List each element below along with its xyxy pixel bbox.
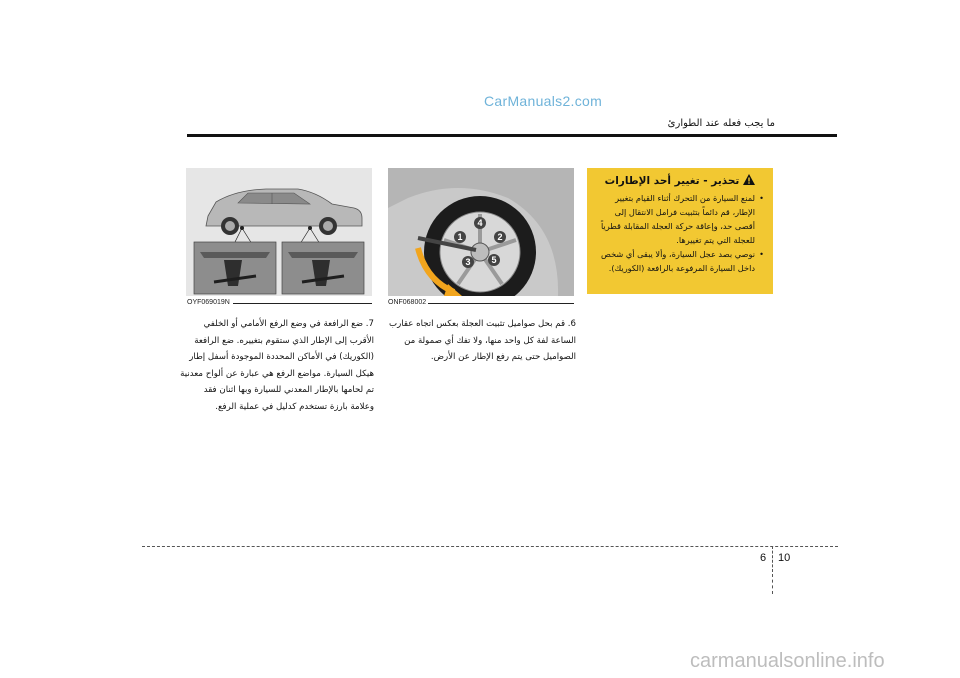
step-7	[180, 316, 374, 416]
figure-code-2: ONF068002	[388, 299, 427, 306]
footer-dashed-rule	[142, 546, 838, 547]
page-divider-bottom	[772, 574, 773, 594]
warning-item: • لمنع السيارة من التحرك أثناء القيام بتغيير الإطار، قم دائماً بتثبيت فرامل الانتقال إلى أقصى حد، وإعاقة حركة العجلة المقابلة قطرياً للعجلة التي يتم تغييرها.	[595, 191, 755, 247]
nut-label-1: 1	[457, 232, 463, 242]
nut-label-4: 4	[477, 218, 483, 228]
figure-caption-rule-1	[233, 303, 372, 304]
watermark-bottom: carmanualsonline.info	[690, 650, 885, 672]
page-divider-top	[772, 546, 773, 572]
warning-item: • نوصي بصد عجل السيارة، وألا يبقى أي شخص داخل السيارة المرفوعة بالرافعة (الكوريك).	[595, 247, 755, 275]
section-title: ما يجب فعله عند الطوارئ	[667, 118, 775, 129]
figure-code-1: OYF069019N	[187, 299, 230, 306]
car-jack-points-illustration	[186, 168, 372, 296]
step-7-text: ضع الرافعة في وضع الرفع الأمامي أو الخلفي الأقرب إلى الإطار الذي ستقوم بتغييره. ضع الرافعة (الكوريك) في الأماكن المحددة الموجودة أسفل إطار هيكل السيارة. مواضع الرفع هي عبارة عن ألواح معدنية تم لحامها بالإطار المعدني للسيارة وبها اثنان فقد وعلامة بارزة تستخدم كدليل في عملية الرفع.	[180, 319, 374, 412]
warning-title-row	[595, 174, 765, 188]
nut-label-2: 2	[497, 232, 503, 242]
wheel-lug-nuts-illustration	[388, 168, 574, 296]
watermark-top: CarManuals2.com	[484, 93, 603, 109]
nut-label-3: 3	[465, 257, 471, 267]
warning-list	[595, 191, 765, 275]
header-rule	[187, 134, 837, 137]
step-6	[384, 316, 576, 366]
car-jack-points-figure	[186, 168, 372, 296]
step-6-text: قم بحل صواميل تثبيت العجلة بعكس اتجاه عقارب الساعة لفة كل واحد منها، ولا تفك أي صمولة من الصواميل حتى يتم رفع الإطار عن الأرض.	[389, 319, 576, 363]
figure-caption-rule-2	[428, 303, 574, 304]
step-7-number: 7.	[365, 319, 374, 329]
warning-box	[587, 168, 773, 294]
warning-triangle-icon	[743, 174, 755, 188]
wheel-lug-nuts-figure	[388, 168, 574, 296]
step-6-number: 6.	[567, 319, 576, 329]
page-number: 10	[778, 552, 791, 564]
nut-label-5: 5	[491, 255, 497, 265]
chapter-number: 6	[760, 552, 767, 564]
warning-title: تحذير - تغيير أحد الإطارات	[604, 175, 740, 187]
